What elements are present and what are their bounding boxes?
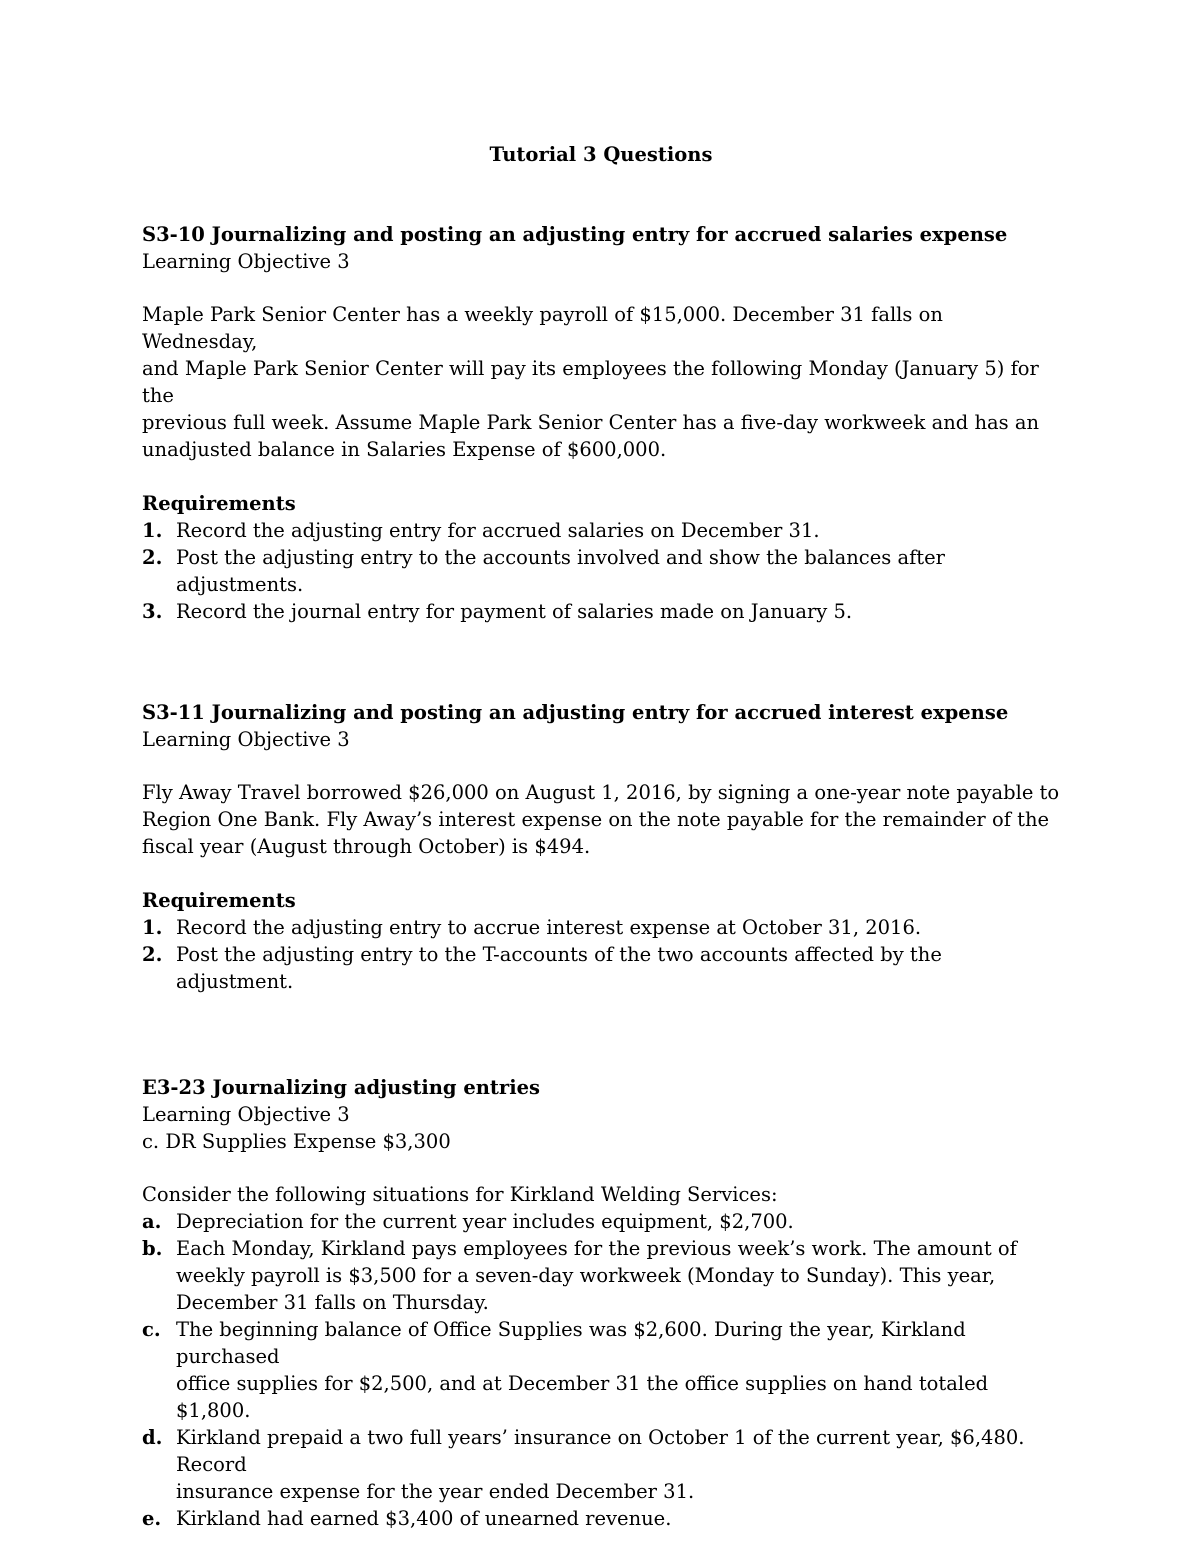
learning-objective: Learning Objective 3	[142, 728, 350, 751]
requirements-heading: Requirements	[142, 492, 296, 515]
situation-item	[142, 1505, 1062, 1532]
item-text	[176, 1505, 1062, 1532]
exercise-s3-11	[142, 699, 1062, 995]
item-marker: 2.	[142, 546, 163, 569]
description-line: Region One Bank. Fly Away’s interest expense on the note payable for the remainder of the	[142, 808, 1050, 831]
description-line: Fly Away Travel borrowed $26,000 on August 1, 2016, by signing a one-year note payable to	[142, 781, 1060, 804]
item-line: Depreciation for the current year includes equipment, $2,700.	[176, 1210, 794, 1233]
exercise-description	[142, 779, 1062, 860]
item-line: Each Monday, Kirkland pays employees for the previous week’s work. The amount of	[176, 1237, 1017, 1260]
exercise-heading: S3-11 Journalizing and posting an adjusting entry for accrued interest expense	[142, 701, 1009, 724]
item-line: office supplies for $2,500, and at December 31 the office supplies on hand totaled $1,800.	[176, 1372, 989, 1422]
item-line: insurance expense for the year ended December 31.	[176, 1480, 695, 1503]
page-title: Tutorial 3 Questions	[489, 143, 713, 166]
exercise-heading: S3-10 Journalizing and posting an adjusting entry for accrued salaries expense	[142, 223, 1008, 246]
item-marker: a.	[142, 1210, 162, 1233]
item-text: Post the adjusting entry to the T-accounts of the two accounts affected by the adjustment.	[176, 943, 942, 993]
situations-list	[142, 1208, 1062, 1532]
item-line: weekly payroll is $3,500 for a seven-day workweek (Monday to Sunday). This year,	[176, 1264, 996, 1287]
item-text: Post the adjusting entry to the accounts involved and show the balances after adjustments.	[176, 546, 945, 596]
learning-objective: Learning Objective 3	[142, 1103, 350, 1126]
item-text	[176, 1235, 1062, 1316]
item-line: The beginning balance of Office Supplies was $2,600. During the year, Kirkland purchased	[176, 1318, 966, 1368]
answer-note: c. DR Supplies Expense $3,300	[142, 1130, 451, 1153]
item-marker: b.	[142, 1237, 163, 1260]
requirement-item	[142, 517, 1062, 544]
exercise-description	[142, 301, 1062, 463]
situation-item	[142, 1235, 1062, 1316]
item-marker: 2.	[142, 943, 163, 966]
requirements-list	[142, 914, 1062, 995]
item-text: Record the journal entry for payment of salaries made on January 5.	[176, 600, 853, 623]
item-line: December 31 falls on Thursday.	[176, 1291, 489, 1314]
learning-objective: Learning Objective 3	[142, 250, 350, 273]
requirement-item	[142, 544, 1062, 598]
item-text: Record the adjusting entry to accrue interest expense at October 31, 2016.	[176, 916, 922, 939]
description-line: unadjusted balance in Salaries Expense of $600,000.	[142, 438, 667, 461]
situation-item	[142, 1208, 1062, 1235]
description-line: previous full week. Assume Maple Park Senior Center has a five-day workweek and has an	[142, 411, 1040, 434]
exercise-s3-10	[142, 221, 1062, 625]
item-marker: 1.	[142, 519, 163, 542]
item-marker: 1.	[142, 916, 163, 939]
item-text	[176, 1208, 1062, 1235]
item-line: Kirkland prepaid a two full years’ insurance on October 1 of the current year, $6,480. Record	[176, 1426, 1025, 1476]
item-text: Record the adjusting entry for accrued salaries on December 31.	[176, 519, 820, 542]
requirement-item	[142, 914, 1062, 941]
requirements-list	[142, 517, 1062, 625]
exercise-heading: E3-23 Journalizing adjusting entries	[142, 1076, 540, 1099]
requirement-item	[142, 941, 1062, 995]
exercise-e3-23	[142, 1074, 1062, 1532]
description-line: and Maple Park Senior Center will pay its employees the following Monday (January 5) for the	[142, 357, 1039, 407]
requirement-item	[142, 598, 1062, 625]
item-text	[176, 1424, 1062, 1505]
document-page	[142, 141, 1062, 1532]
exercise-intro: Consider the following situations for Kirkland Welding Services:	[142, 1183, 778, 1206]
item-text	[176, 1316, 1062, 1424]
item-marker: c.	[142, 1318, 161, 1341]
requirements-heading: Requirements	[142, 889, 296, 912]
item-line: Kirkland had earned $3,400 of unearned revenue.	[176, 1507, 672, 1530]
situation-item	[142, 1424, 1062, 1505]
item-marker: e.	[142, 1507, 162, 1530]
item-marker: d.	[142, 1426, 163, 1449]
description-line: Maple Park Senior Center has a weekly payroll of $15,000. December 31 falls on Wednesday,	[142, 303, 943, 353]
situation-item	[142, 1316, 1062, 1424]
item-marker: 3.	[142, 600, 163, 623]
description-line: fiscal year (August through October) is $494.	[142, 835, 591, 858]
